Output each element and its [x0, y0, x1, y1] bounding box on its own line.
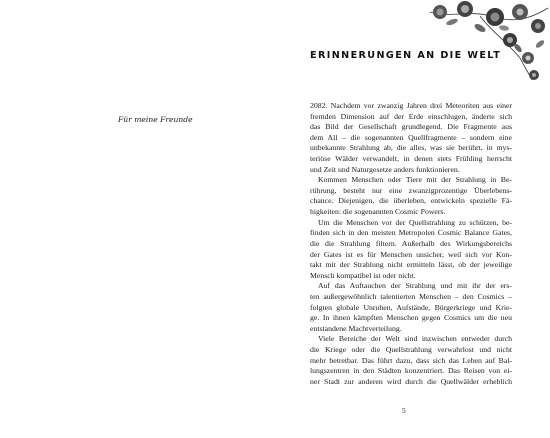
body-line: 2082. Nachdem vor zwanzig Jahren drei Meteoriten aus einer: [310, 101, 512, 110]
body-line: unbekannte Strahlung ab, die alles, was sie berührt, in mys-: [310, 143, 512, 153]
body-line: Mensch kompatibel ist oder nicht.: [310, 270, 416, 280]
body-line: chance. Diejenigen, die überleben, entwickeln spezielle Fä-: [310, 196, 512, 206]
body-line: finden sich in den meisten Metropolen Cosmic Balance Gates,: [310, 228, 512, 238]
body-line: ge. In ihnen kämpften Menschen gegen Cosmics um die neu: [310, 313, 512, 323]
body-line: dem All – die sogenannten Quellfragmente – sondern eine: [310, 132, 512, 142]
body-line: higkeiten: die sogenannten Cosmic Powers.: [310, 207, 446, 217]
page-number: 5: [402, 406, 406, 415]
body-line: teriöse Wälder verwandelt, in denen stets Frühling herrscht: [310, 154, 512, 164]
chapter-title: ERINNERUNGEN AN DIE WELT: [310, 50, 502, 61]
body-line: takt mit der Strahlung nicht ermitteln lässt, ob der jeweilige: [310, 260, 512, 270]
flowers-icon: [420, 0, 550, 85]
body-line: ten außergewöhnlich talentierten Menschen – den Cosmics –: [310, 291, 512, 301]
body-line: mehr betretbar. Das führt dazu, dass sich das Leben auf Bal-: [310, 355, 512, 365]
body-text: [310, 101, 512, 387]
body-line: folgten globale Unruhen, Aufstände, Bürgerkriege und Krie-: [310, 302, 512, 312]
body-line: ner Stadt zur anderen wird durch die Quellwälder erheblich: [310, 376, 512, 386]
body-line: Kommen Menschen oder Tiere mit der Strahlung in Be-: [318, 175, 512, 185]
body-line: das Bild der Gesellschaft grundlegend. Die Fragmente aus: [310, 122, 512, 132]
body-line: die Kriege oder die Quellstrahlung verwahrlost und nicht: [310, 345, 512, 355]
body-line: rührung, besteht nur eine zwanzigprozentige Überlebens-: [310, 185, 512, 195]
body-line: Viele Bereiche der Welt sind inzwischen entweder durch: [318, 334, 512, 344]
body-line: und Zeit und Naturgesetze anders funktionieren.: [310, 164, 460, 174]
body-line: der Gates ist es für Menschen unsicher, weil sich vor Kon-: [310, 249, 512, 259]
dedication: Für meine Freunde: [118, 115, 193, 124]
body-line: fremden Dimension auf der Erde einschlugen, änderte sich: [310, 111, 512, 121]
body-line: Auf das Auftauchen der Strahlung und mit ihr der ers-: [318, 281, 512, 291]
body-line: lungszentren in den Städten konzentriert. Das Reisen von ei-: [310, 366, 512, 376]
body-line: die die Strahlung filtern. Außerhalb des Wirkungsbereichs: [310, 238, 512, 248]
body-line: entstandene Machtverteilung.: [310, 323, 402, 333]
body-line: Um die Menschen vor der Quellstrahlung zu schützen, be-: [318, 217, 512, 227]
